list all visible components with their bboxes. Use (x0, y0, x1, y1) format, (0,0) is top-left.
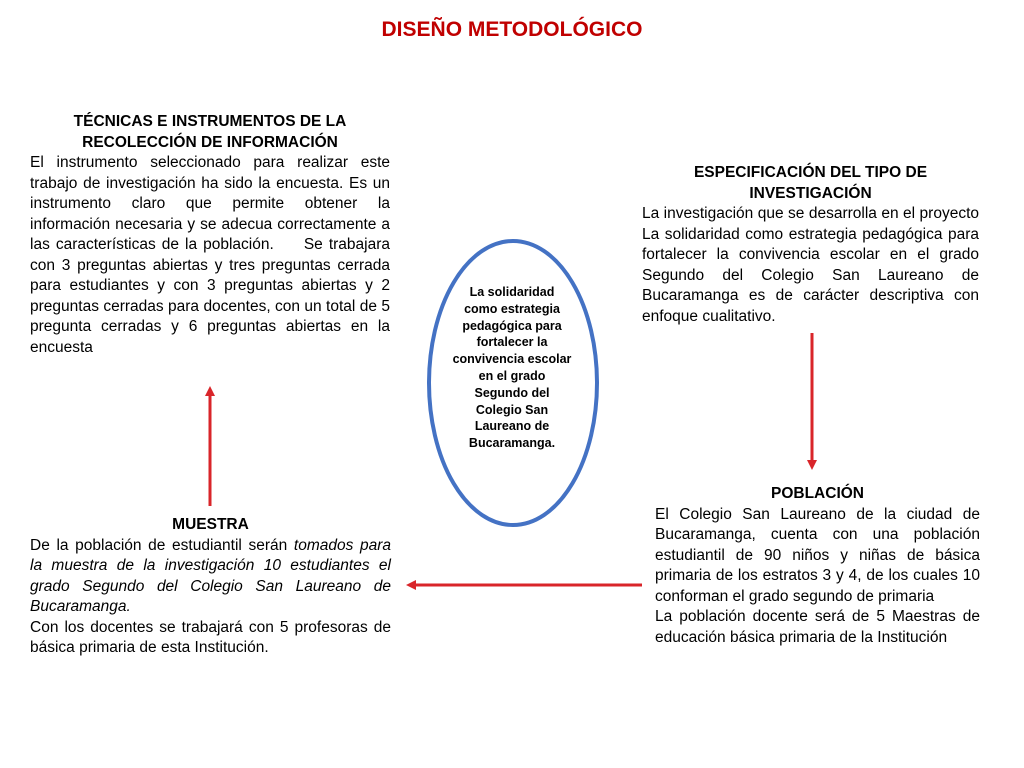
muestra-body-teachers: Con los docentes se trabajará con 5 profesoras de básica primaria de esta Institución. (30, 618, 391, 656)
muestra-body-students-intro: De la población de estudiantil serán (30, 536, 294, 554)
muestra-body-students (30, 536, 391, 618)
page-title: DISEÑO METODOLÓGICO (381, 18, 643, 41)
tecnicas-heading: TÉCNICAS E INSTRUMENTOS DE LA RECOLECCIÓN DE INFORMACIÓN (73, 113, 347, 151)
muestra-body-students-detail: tomados para la muestra de la investigación 10 estudiantes el grado Segundo del Colegio San Laureano de Bucaramanga. (30, 536, 392, 615)
especificacion-block (642, 163, 979, 327)
tecnicas-body: El instrumento seleccionado para realizar este trabajo de investigación ha sido la encuesta. Es un instrumento claro que permite obtener la información necesaria y se adecua correctamente a las características de la población. Se trabajara con 3 preguntas abiertas y tres preguntas cerrada para estudiantes y con 3 preguntas abiertas y 2 preguntas cerradas para docentes, con un total de 5 pregunta cerradas y 6 preguntas abiertas en la encuesta (30, 154, 395, 356)
muestra-heading: MUESTRA (172, 516, 249, 533)
especificacion-body: La investigación que se desarrolla en el proyecto La solidaridad como estrategia pedagógica para fortalecer la convivencia escolar en el grado Segundo del Colegio San Laureano de Bucaramanga es de carácter descriptiva con enfoque cualitativo. (642, 205, 979, 325)
poblacion-block (655, 484, 980, 648)
poblacion-body-teachers: La población docente será de 5 Maestras de educación básica primaria de la Institución (655, 608, 980, 646)
muestra-block (30, 515, 391, 659)
center-topic-text: La solidaridad como estrategia pedagógica para fortalecer la convivencia escolar en el grado Segundo del Colegio San Laureano de Bucaramanga. (452, 285, 572, 451)
especificacion-heading: ESPECIFICACIÓN DEL TIPO DE INVESTIGACIÓN (693, 164, 928, 202)
poblacion-heading: POBLACIÓN (771, 485, 864, 502)
tecnicas-block (30, 112, 395, 358)
poblacion-body-students: El Colegio San Laureano de la ciudad de Bucaramanga, cuenta con una población estudiantil de 90 niños y niñas de básica primaria de los estratos 3 y 4, de los cuales 10 conforman el grado segundo de primaria (655, 505, 980, 605)
